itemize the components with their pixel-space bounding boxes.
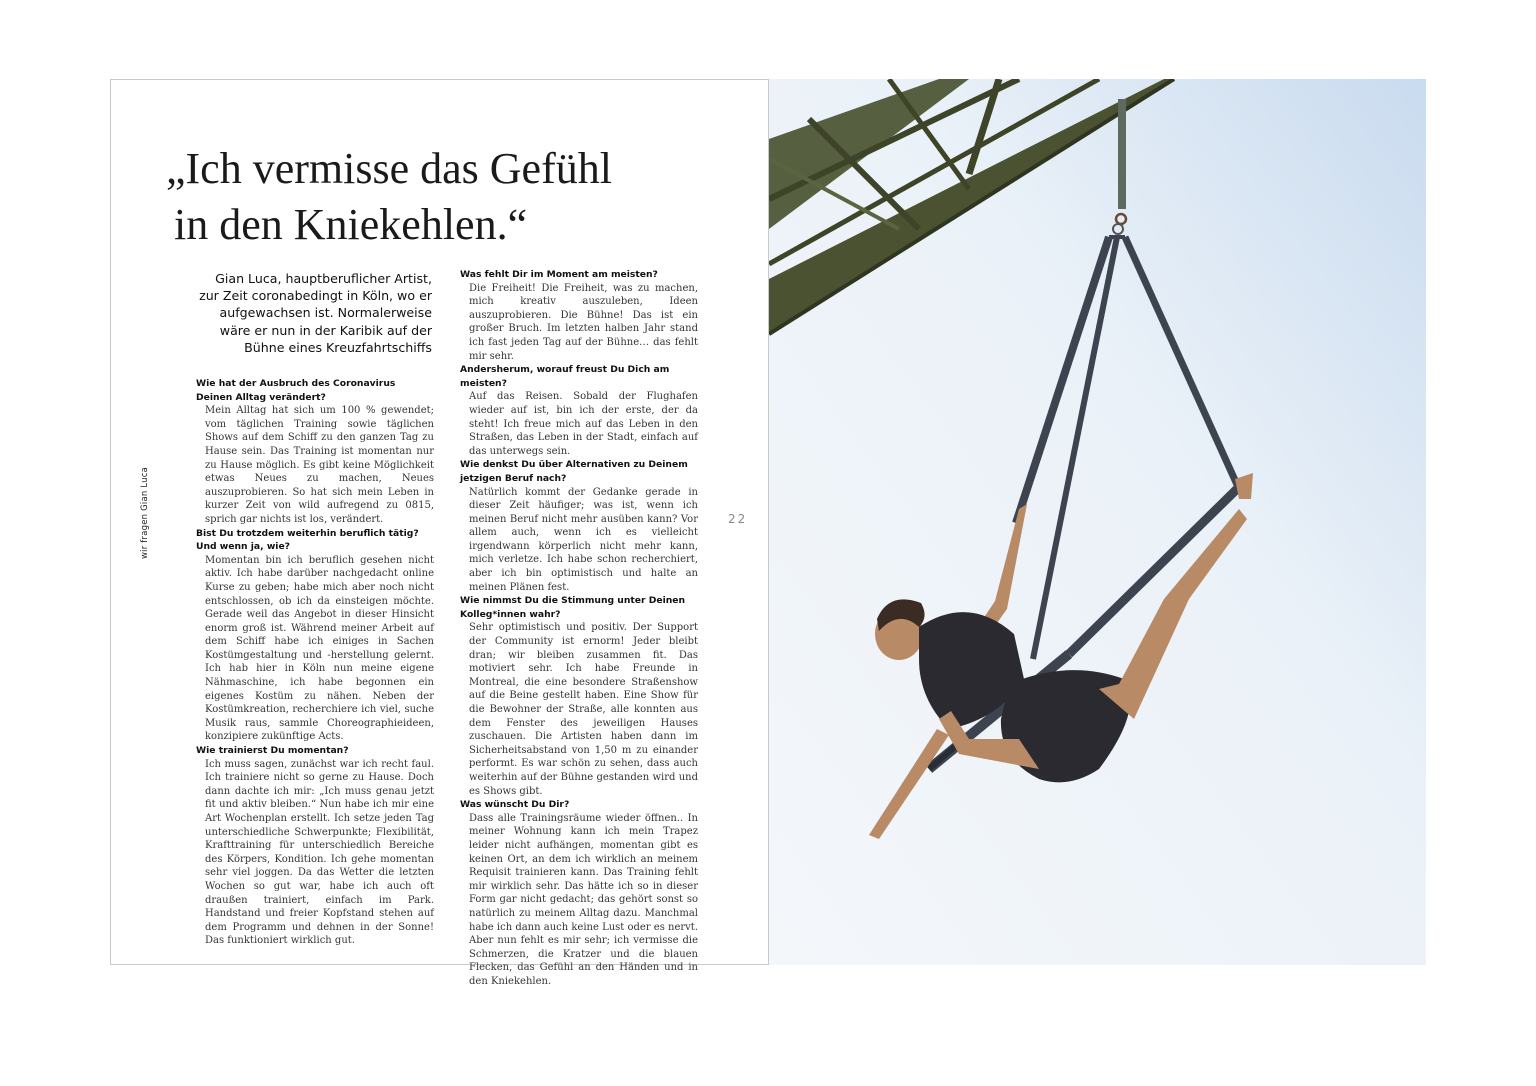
answer: Die Freiheit! Die Freiheit, was zu machen, mich kreativ auszuleben, Ideen auszuprobieren. Die Bühne! Das ist ein großer Bruch. Im letzten halben Jahr stand ich fast jeden Tag auf der Bühne… das fehlt mir sehr. — [469, 282, 698, 362]
question: Wie denkst Du über Alternativen zu Deinem jetzigen Beruf nach? — [460, 459, 688, 484]
answer: Dass alle Trainingsräume wieder öffnen.. In meiner Wohnung kann ich mein Trapez leider nicht aufhängen, momentan gibt es keinen Ort, an dem ich wirklich an meinem Requisit trainieren kann. Das Training fehlt mir wirklich sehr. Das hätte ich so in dieser Form gar nicht gedacht; das gehört sonst so natürlich zu meinem Alltag dazu. Manchmal habe ich dann auch keine Lust oder es nervt. Aber nun fehlt es mir sehr; ich vermisse die Schmerzen, die Kratzer und die blauen Flecken, das Gefühl an den Händen und in den Kniekehlen. — [469, 812, 698, 987]
answer: Sehr optimistisch und positiv. Der Support der Community ist ernorm! Jeder bleibt dran; wir bleiben zusammen fit. Das motiviert sehr. Ich habe Freunde in Montreal, die eine besondere Straßenshow auf die Beine gestellt haben. Eine Show für die Bewohner der Straße, alle konnten aus dem Fenster des jeweiligen Hauses zuschauen. Die Artisten haben dann im Sicherheitsabstand von 1,50 m zu einander performt. Es war schön zu sehen, dass auch weiterhin auf der Bühne gestanden wird und es Shows gibt. — [469, 622, 698, 797]
question: Wie trainierst Du momentan? — [196, 745, 349, 757]
question: Bist Du trotzdem weiterhin beruflich tätig? Und wenn ja, wie? — [196, 527, 419, 553]
page-number: 22 — [728, 512, 748, 526]
answer: Mein Alltag hat sich um 100 % gewendet; vom täglichen Training sowie täglichen Shows auf dem Schiff zu den ganzen Tag zu Hause sein. Das Training ist momentan nur zu Hause möglich. Es gibt keine Möglichkeit etwas Neues zu machen, Neues auszuprobieren. So hat sich mein Leben in kurzer Zeit von wild aufregend zu 0815, sprich gar nichts ist los, verändert. — [205, 405, 434, 525]
answer: Natürlich kommt der Gedanke gerade in dieser Zeit häufiger; was ist, wenn ich meinen Beruf nicht mehr ausüben kann? Vor allem auch, wenn ich es vielleicht irgendwann körperlich nicht mehr kann, mich verletze. Ich habe schon recherchiert, aber ich bin optimistisch und halte an meinen Plänen fest. — [469, 486, 698, 593]
question: Was fehlt Dir im Moment am meisten? — [460, 269, 658, 280]
question: Wie hat der Ausbruch des Coronavirus Deinen Alltag verändert? — [196, 378, 396, 403]
answer: Momentan bin ich beruflich gesehen nicht aktiv. Ich habe darüber nachgedacht online Kurse zu geben; habe mich aber noch nicht entschlossen, ob ich da einsteigen möchte. Gerade weil das Angebot in dieser Hinsicht enorm groß ist. Während meiner Arbeit auf dem Schiff habe ich einiges in Sachen Kostümgestaltung und -herstellung gelernt. Ich hab hier in Köln nun meine eigene Nähmaschine, ich habe begonnen ein eigenes Kostüm zu nähen. Neben der Kostümkreation, recherchiere ich viel, suche Musik raus, sammle Choreographieideen, konzipiere zukünftige Acts. — [205, 554, 434, 743]
answer: Ich muss sagen, zunächst war ich recht faul. Ich trainiere nicht so gerne zu Hause. Doch dann dachte ich mir: „Ich muss genau jetzt fit und aktiv bleiben.“ Nun habe ich mir eine Art Wochenplan erstellt. Ich setze jeden Tag unterschiedliche Schwerpunkte; Flexibilität, Krafttraining für unterschiedlich Bereiche des Körpers, Kondition. Ich gehe momentan sehr viel joggen. Da das Wetter die letzten Wochen so gut war, habe ich auch oft draußen trainiert, einfach im Park. Handstand und freier Kopfstand stehen auf dem Programm und dehnen in der Sonne! Das funktioniert wirklich gut. — [205, 758, 434, 947]
answer: Auf das Reisen. Sobald der Flughafen wieder auf ist, bin ich der erste, der da steht! Ich freue mich auf das Leben in den Straßen, das Leben in der Stadt, einfach auf das unterwegs sein. — [469, 391, 698, 457]
question: Wie nimmst Du die Stimmung unter Deinen Kolleg*innen wahr? — [460, 595, 686, 620]
column-right — [460, 268, 698, 988]
left-page — [110, 79, 768, 987]
question: Andersherum, worauf freust Du Dich am meisten? — [460, 364, 670, 389]
title-line-1: „Ich vermisse das Gefühl — [166, 144, 612, 193]
aerial-artist-photo — [769, 79, 1426, 965]
article-title — [166, 141, 726, 253]
title-line-2: in den Kniekehlen.“ — [174, 200, 528, 249]
side-label: wir fragen Gian Luca — [140, 466, 150, 559]
question: Was wünscht Du Dir? — [460, 799, 570, 811]
column-left — [196, 377, 434, 948]
lead-paragraph: Gian Luca, hauptberuflicher Artist, zur Zeit coronabedingt in Köln, wo er aufgewachsen ist. Normalerweise wäre er nun in der Karibik auf der Bühne eines Kreuzfahrtschiffs — [199, 271, 432, 355]
photo-page — [768, 79, 1426, 965]
